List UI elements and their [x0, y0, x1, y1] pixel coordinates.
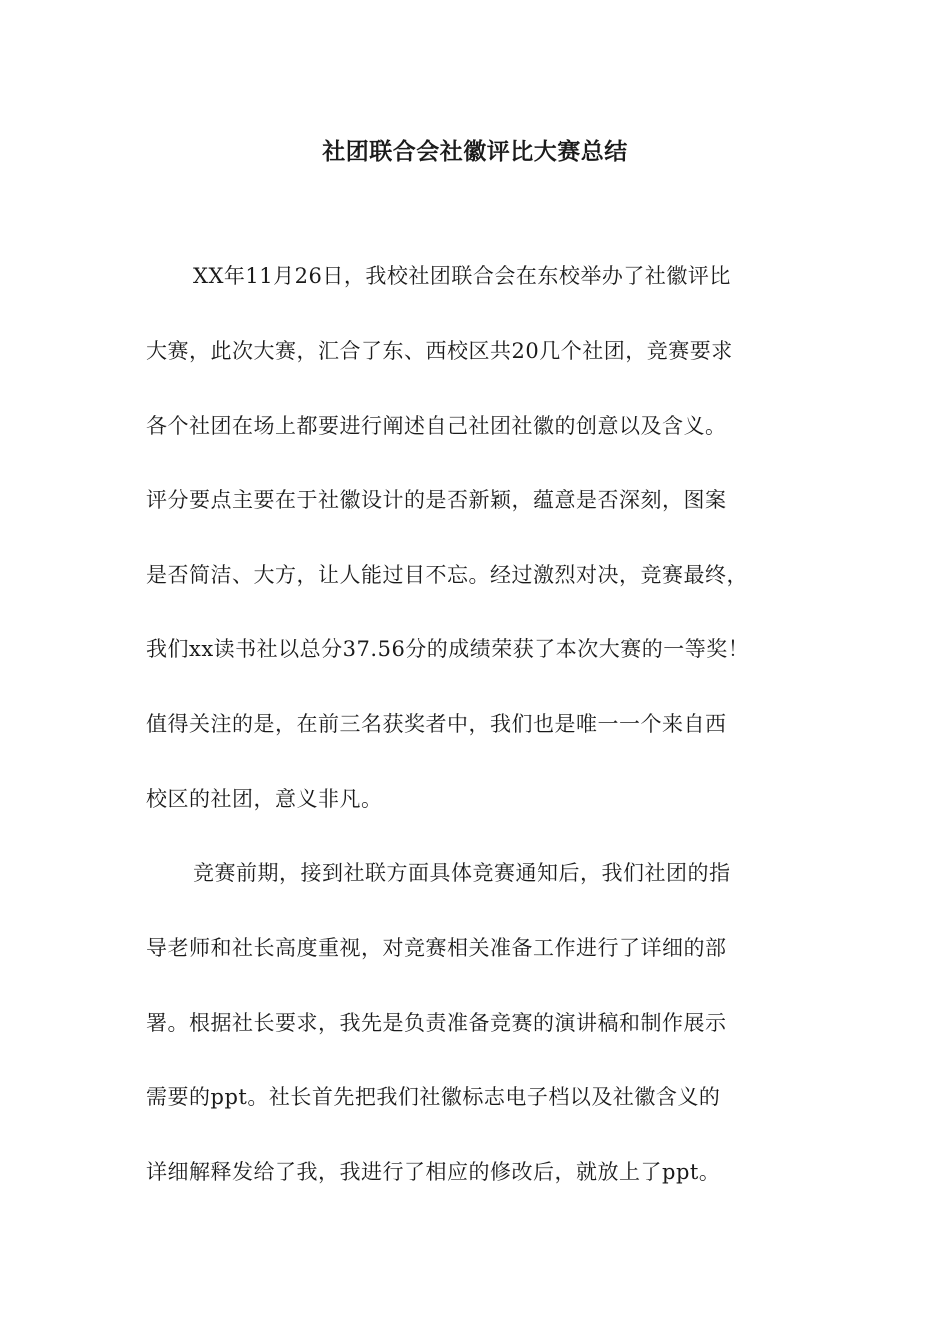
paragraph-line: 需要的ppt。社长首先把我们社徽标志电子档以及社徽含义的	[146, 1085, 721, 1109]
paragraph-line: 校区的社团，意义非凡。	[146, 787, 383, 811]
paragraph-line: 值得关注的是，在前三名获奖者中，我们也是唯一一个来自西	[146, 712, 727, 736]
document-title: 社团联合会社徽评比大赛总结	[322, 138, 628, 165]
paragraph-line: 导老师和社长高度重视，对竞赛相关准备工作进行了详细的部	[146, 936, 727, 960]
paragraph-line: 大赛，此次大赛，汇合了东、西校区共20几个社团，竞赛要求	[146, 339, 733, 363]
paragraph-line: XX年11月26日，我校社团联合会在东校举办了社徽评比	[193, 264, 731, 288]
paragraph-line: 竞赛前期，接到社联方面具体竞赛通知后，我们社团的指	[193, 861, 731, 885]
paragraph-line: 评分要点主要在于社徽设计的是否新颖，蕴意是否深刻，图案	[146, 488, 727, 512]
paragraph-line: 各个社团在场上都要进行阐述自己社团社徽的创意以及含义。	[146, 414, 727, 438]
paragraph-line: 署。根据社长要求，我先是负责准备竞赛的演讲稿和制作展示	[146, 1011, 727, 1035]
paragraph-line: 是否简洁、大方，让人能过目不忘。经过激烈对决，竞赛最终，	[146, 563, 748, 587]
paragraph-line: 我们xx读书社以总分37.56分的成绩荣获了本次大赛的一等奖！	[146, 637, 750, 661]
paragraph-line: 详细解释发给了我，我进行了相应的修改后，就放上了ppt。	[146, 1160, 721, 1184]
